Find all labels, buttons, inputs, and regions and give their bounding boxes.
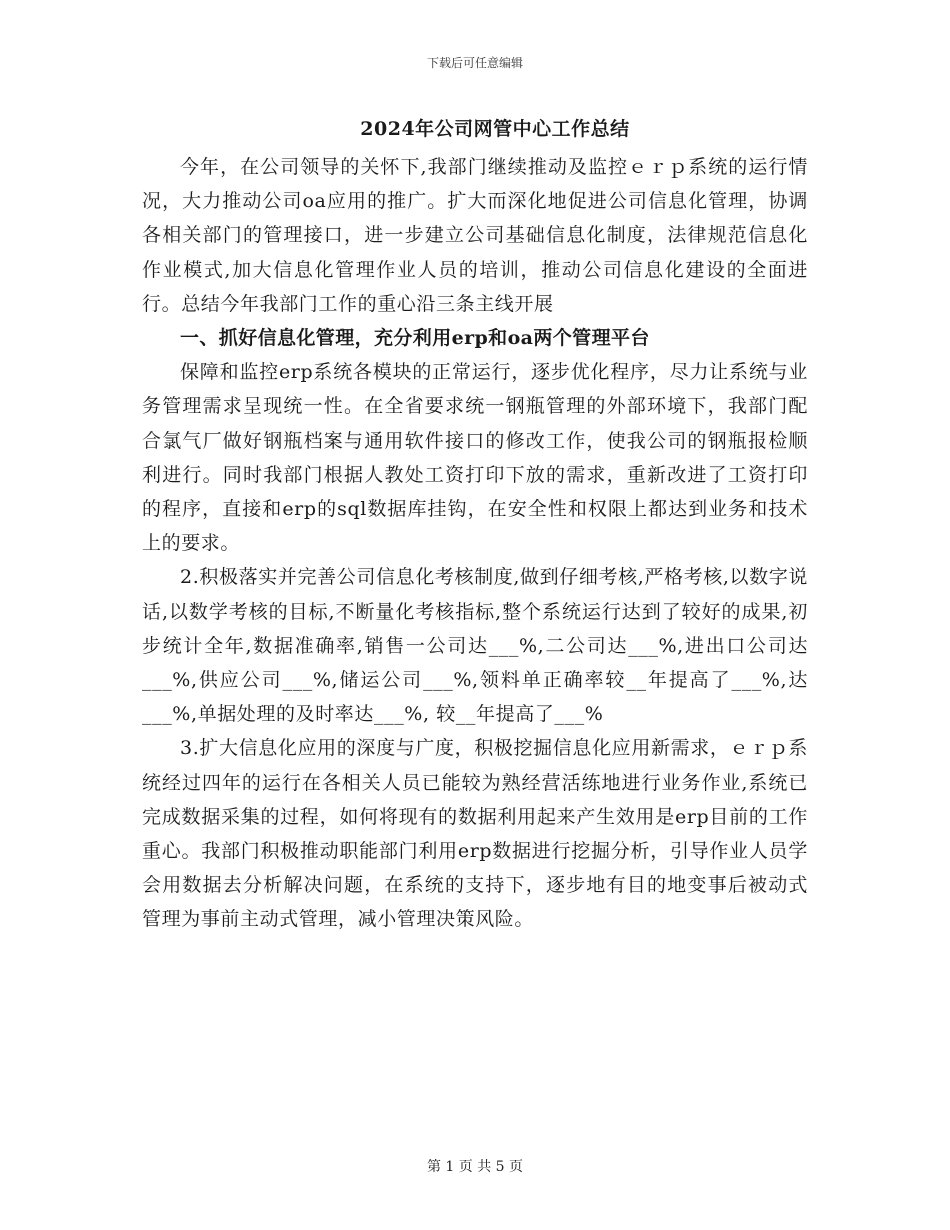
intro-paragraph: 今年，在公司领导的关怀下,我部门继续推动及监控ｅｒｐ系统的运行情况，大力推动公司oa应用的推广。扩大而深化地促进公司信息化管理，协调各相关部门的管理接口，进一步建立公司基础信息化制度，法律规范信息化作业模式,加大信息化管理作业人员的培训，推动公司信息化建设的全面进行。总结今年我部门工作的重心沿三条主线开展	[142, 156, 808, 315]
header-note: 下载后可任意编辑	[426, 56, 523, 70]
body-paragraph-2: 2.积极落实并完善公司信息化考核制度,做到仔细考核,严格考核,以数字说话,以数学考核的目标,不断量化考核指标,整个系统运行达到了较好的成果,初步统计全年,数据准确率,销售一公司达___%,二公司达___%,进出口公司达___%,供应公司___%,储运公司___%,领料单正确率较__年提高了___%,达___%,单据处理的及时率达___%, 较__年提高了___%	[142, 566, 808, 726]
document-body	[142, 150, 808, 937]
page-title: 2024年公司网管中心工作总结	[360, 118, 630, 140]
body-paragraph-3: 3.扩大信息化应用的深度与广度，积极挖掘信息化应用新需求，ｅｒｐ系统经过四年的运行在各相关人员已能较为熟经营活练地进行业务作业,系统已完成数据采集的过程，如何将现有的数据利用起来产生效用是erp目前的工作重心。我部门积极推动职能部门利用erp数据进行挖掘分析，引导作业人员学会用数据去分析解决问题，在系统的支持下，逐步地有目的地变事后被动式管理为事前主动式管理，减小管理决策风险。	[142, 737, 808, 931]
section-heading: 一、抓好信息化管理，充分利用erp和oa两个管理平台	[180, 327, 650, 350]
body-paragraph-1: 保障和监控erp系统各模块的正常运行，逐步优化程序，尽力让系统与业务管理需求呈现统一性。在全省要求统一钢瓶管理的外部环境下，我部门配合氯气厂做好钢瓶档案与通用软件接口的修改工作，使我公司的钢瓶报检顺利进行。同时我部门根据人教处工资打印下放的需求，重新改进了工资打印的程序，直接和erp的sql数据库挂钩，在安全性和权限上都达到业务和技术上的要求。	[142, 361, 808, 555]
page-number: 第 1 页 共 5 页	[426, 1159, 524, 1175]
